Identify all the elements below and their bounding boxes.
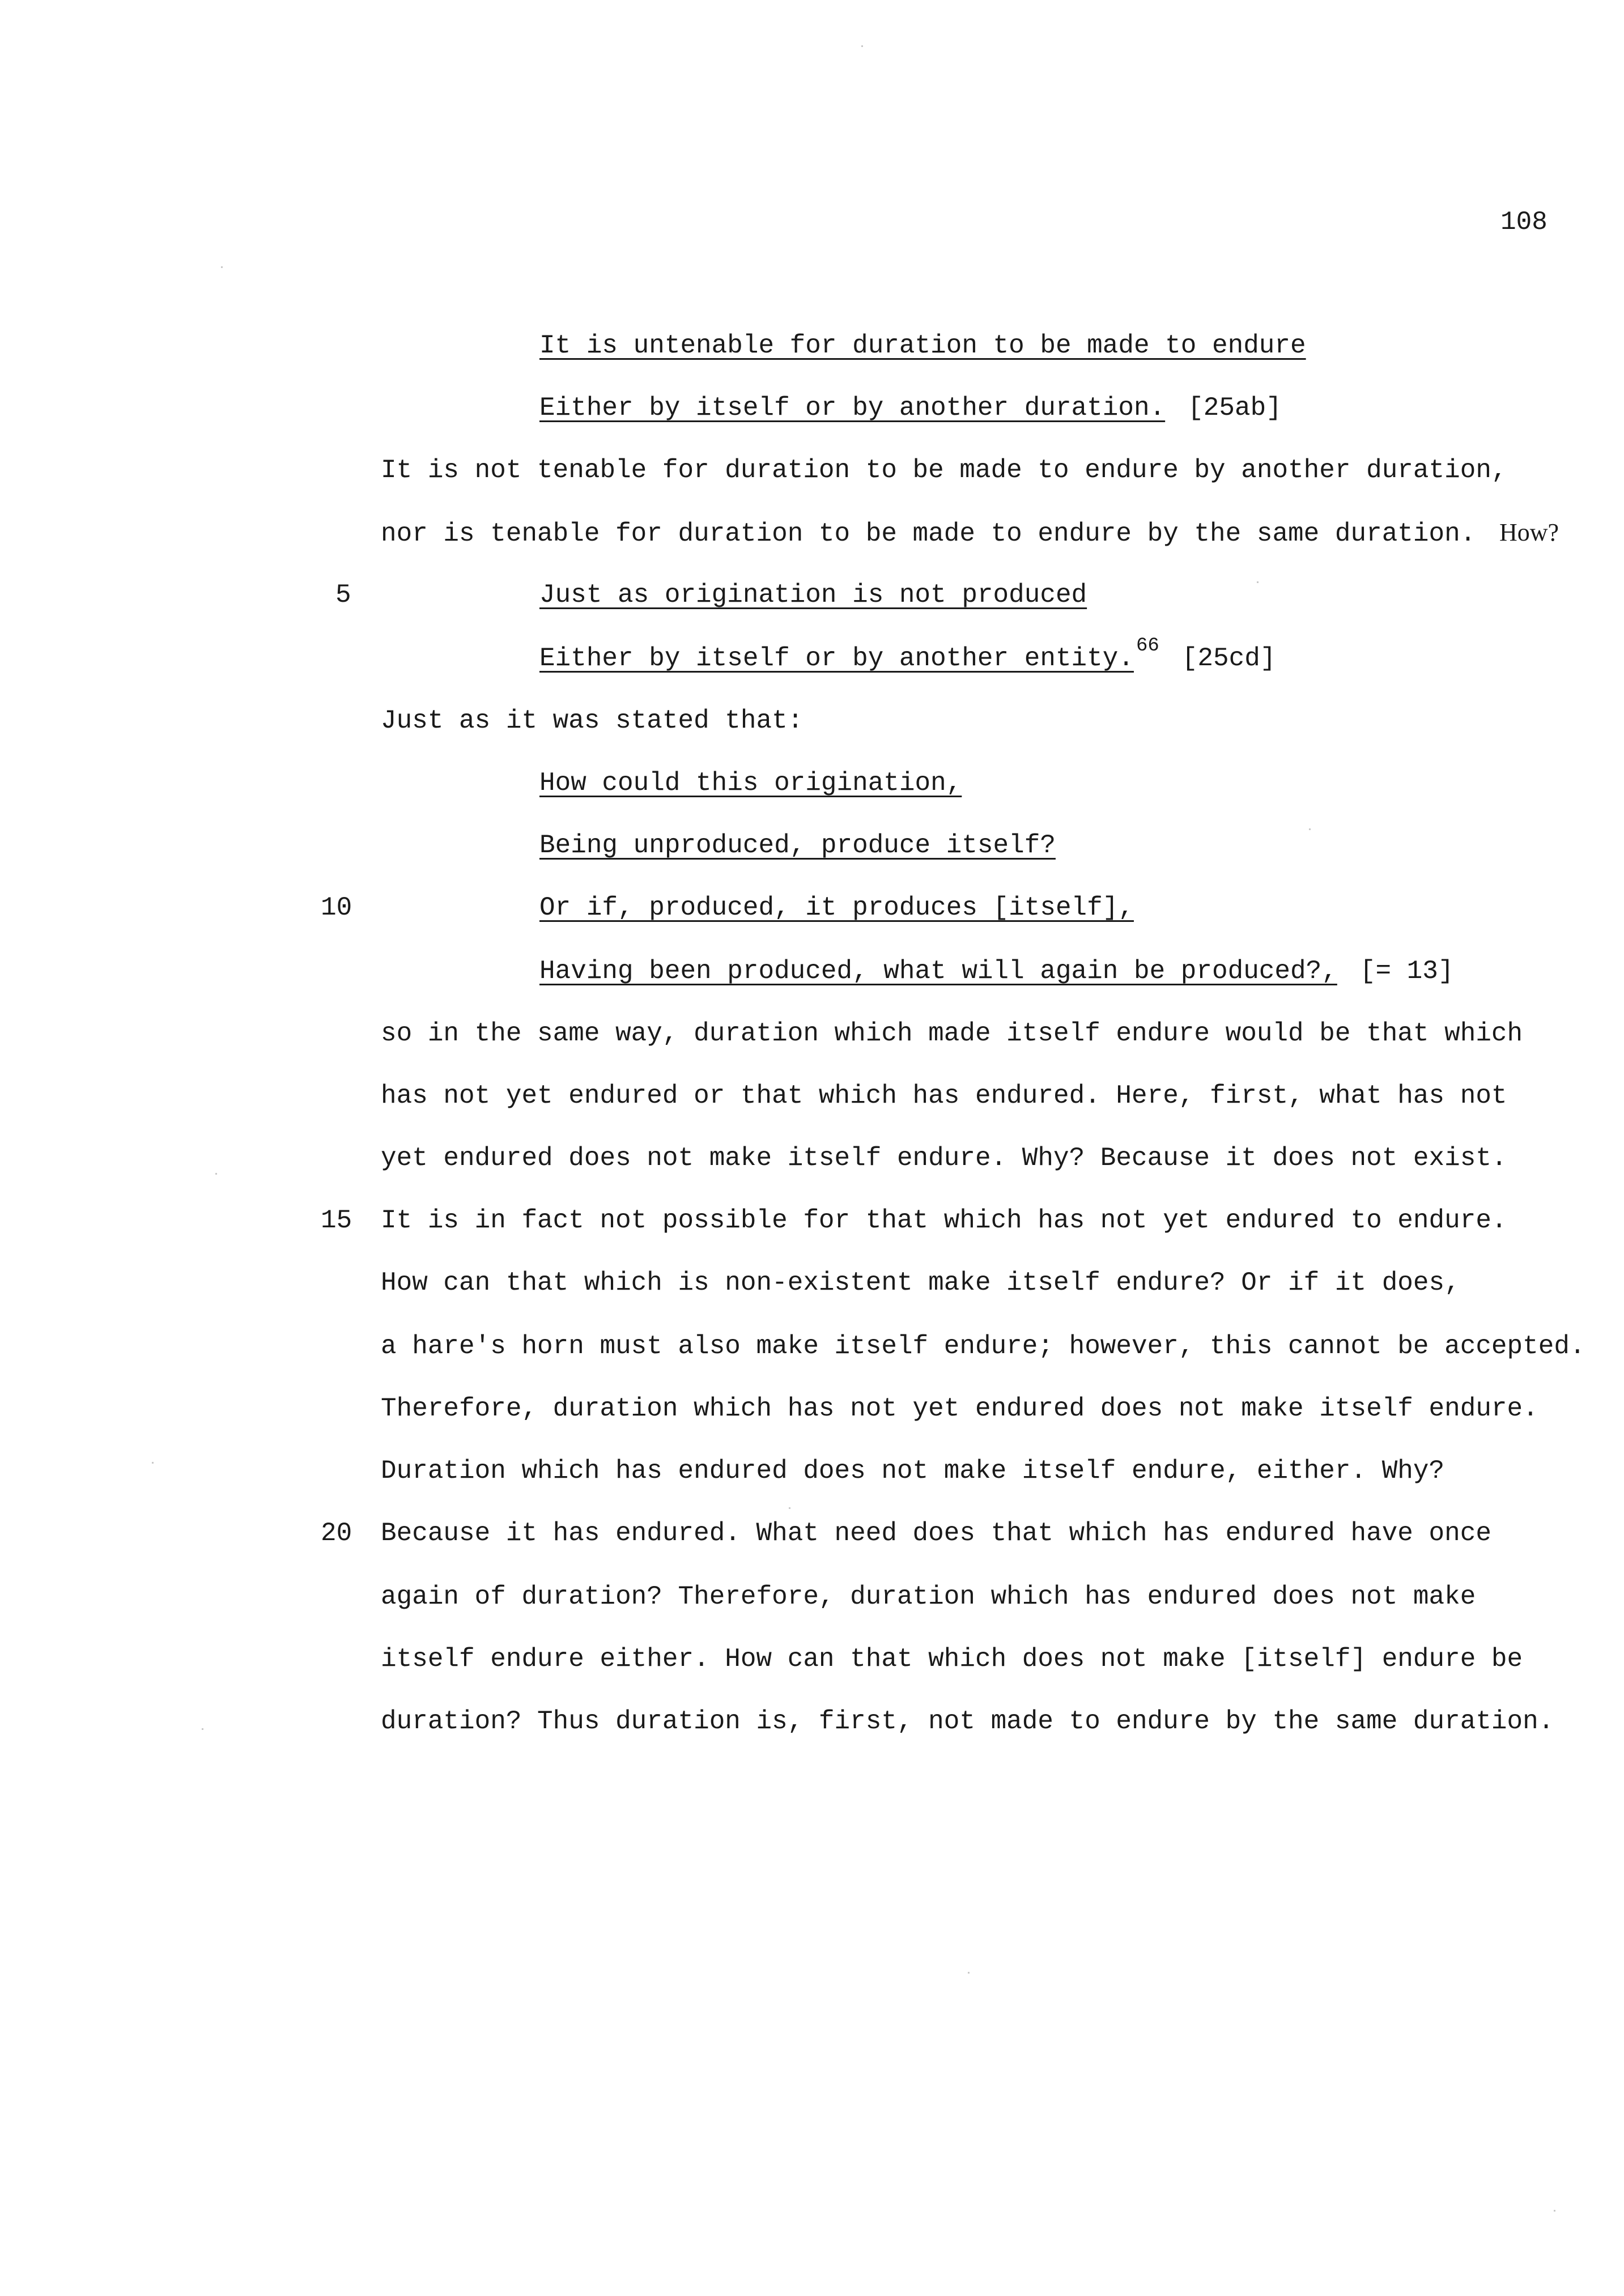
quoted-verse-line-2 — [539, 828, 1056, 862]
prose-line: Just as it was stated that: — [381, 706, 804, 735]
verse-text: It is untenable for duration to be made to endure — [539, 331, 1306, 360]
verse-text: How could this origination, — [539, 768, 962, 798]
quoted-verse-line-1 — [539, 766, 962, 800]
verse-reference: [25ab] — [1188, 393, 1282, 423]
prose-text-end: How? — [1499, 518, 1559, 546]
verse-text: Having been produced, what will again be produced?, — [539, 956, 1337, 986]
footnote-marker: 66 — [1136, 635, 1159, 657]
scan-speck — [202, 1728, 203, 1730]
verse-text: Or if, produced, it produces [itself], — [539, 893, 1134, 922]
prose-line: has not yet endured or that which has endured. Here, first, what has not — [381, 1081, 1507, 1111]
verse-text: Either by itself or by another duration. — [539, 393, 1166, 423]
scan-speck — [789, 1507, 790, 1509]
verse-text: Either by itself or by another entity. — [539, 644, 1134, 673]
prose-line: It is in fact not possible for that which has not yet endured to endure. — [381, 1206, 1507, 1235]
line-number-5: 5 — [335, 580, 351, 610]
prose-line: Therefore, duration which has not yet endured does not make itself endure. — [381, 1394, 1538, 1423]
page-number: 108 — [1500, 207, 1548, 237]
prose-text: nor is tenable for duration to be made to endure by the same duration. — [381, 519, 1476, 549]
verse-text: Being unproduced, produce itself? — [539, 831, 1056, 860]
prose-line — [381, 516, 1559, 551]
quoted-verse-line-4 — [539, 954, 1453, 988]
verse-line-2 — [539, 391, 1282, 425]
scan-speck — [152, 1462, 154, 1464]
prose-line: Because it has endured. What need does that which has endured have once — [381, 1519, 1491, 1548]
scan-speck — [221, 266, 223, 268]
scan-speck — [1257, 581, 1259, 583]
prose-line: yet endured does not make itself endure. Why? Because it does not exist. — [381, 1143, 1507, 1173]
verse-line-3 — [539, 578, 1087, 612]
verse-reference: [25cd] — [1181, 644, 1276, 673]
prose-line: again of duration? Therefore, duration which has endured does not make — [381, 1582, 1476, 1612]
scan-speck — [968, 1972, 970, 1974]
line-number-20: 20 — [321, 1519, 352, 1548]
prose-line: so in the same way, duration which made itself endure would be that which — [381, 1019, 1523, 1048]
scan-speck — [215, 1173, 217, 1175]
verse-text: Just as origination is not produced — [539, 580, 1087, 610]
prose-line: It is not tenable for duration to be made to endure by another duration, — [381, 456, 1507, 485]
prose-line: itself endure either. How can that which does not make [itself] endure be — [381, 1644, 1523, 1674]
verse-line-4 — [539, 635, 1276, 678]
prose-line: Duration which has endured does not make itself endure, either. Why? — [381, 1456, 1445, 1486]
verse-line-1 — [539, 329, 1306, 363]
prose-line: How can that which is non-existent make itself endure? Or if it does, — [381, 1268, 1460, 1298]
scan-speck — [861, 45, 863, 47]
line-number-15: 15 — [321, 1206, 352, 1235]
verse-reference: [= 13] — [1359, 956, 1454, 986]
prose-line: duration? Thus duration is, first, not made to endure by the same duration. — [381, 1707, 1554, 1736]
line-number-10: 10 — [321, 893, 352, 922]
prose-line: a hare's horn must also make itself endure; however, this cannot be accepted. — [381, 1332, 1585, 1361]
quoted-verse-line-3 — [539, 891, 1134, 925]
scan-speck — [1554, 2210, 1555, 2212]
scan-speck — [1309, 828, 1311, 830]
